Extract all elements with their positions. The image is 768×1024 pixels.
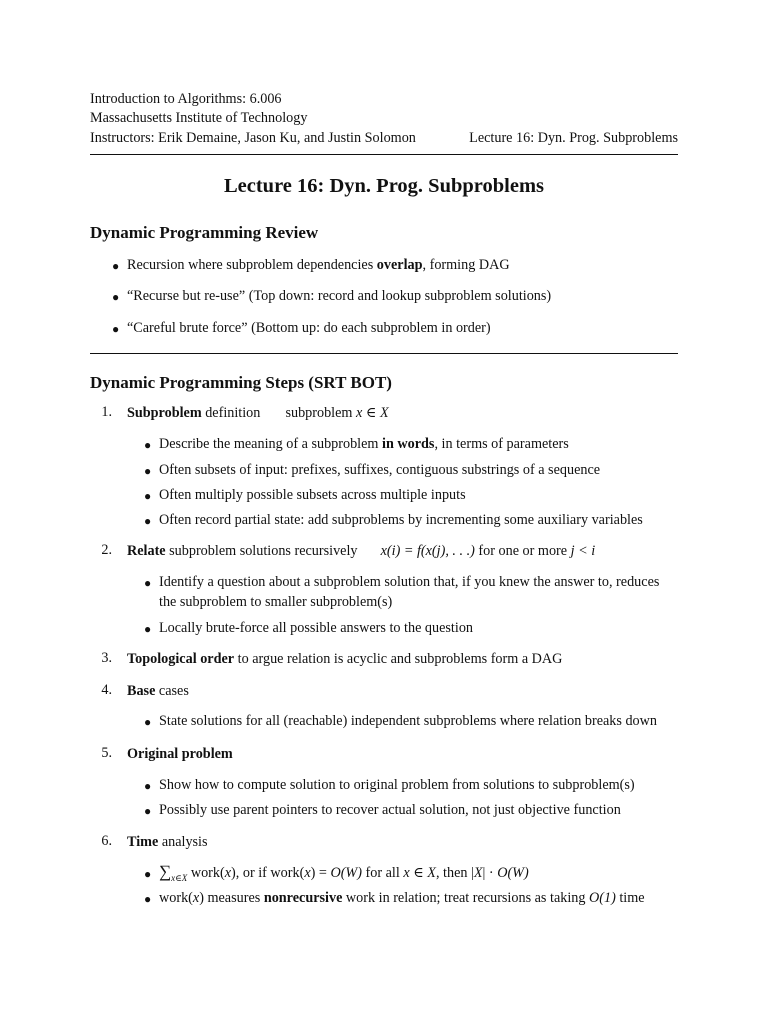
bold-text: Base [127, 683, 156, 699]
bullet-icon: ● [144, 892, 152, 906]
math: O(W) [497, 865, 529, 881]
step-5-original-problem [127, 745, 233, 764]
math: O(1) [589, 890, 616, 906]
math: X [379, 405, 389, 421]
text: Recursion where subproblem dependencies [127, 257, 377, 273]
step-6-bullet-2 [159, 889, 645, 908]
text: ) = [310, 865, 331, 881]
step-number: 3. [101, 650, 112, 666]
text: , forming DAG [422, 257, 510, 273]
math: ∑ [159, 862, 172, 881]
step-6-bullet-1 [159, 862, 529, 884]
bullet-icon: ● [144, 622, 152, 636]
header-rule [90, 154, 678, 155]
text: subproblem [285, 405, 357, 421]
text: ), or if work( [231, 865, 305, 881]
step-number: 1. [101, 404, 112, 420]
text: for all [361, 865, 404, 881]
step-number: 2. [101, 542, 112, 558]
step-5-bullet-1: Show how to compute solution to original problem from solutions to subproblem(s) [159, 777, 635, 793]
step-4-bullet-1: State solutions for all (reachable) independent subproblems where relation breaks down [159, 713, 657, 729]
step-5-bullet-2: Possibly use parent pointers to recover actual solution, not just objective function [159, 802, 621, 818]
math: ∈ [362, 405, 380, 421]
step-1-bullet-3: Often multiply possible subsets across multiple inputs [159, 487, 466, 503]
step-1-bullet-1 [159, 435, 569, 454]
review-bullet-2: “Recurse but re-use” (Top down: record and lookup subproblem solutions) [127, 288, 552, 304]
bold-text: overlap [376, 257, 423, 273]
bold-text: Original problem [127, 746, 233, 762]
step-1-bullet-4: Often record partial state: add subproblems by incrementing some auxiliary variables [159, 512, 643, 528]
section-heading-review: Dynamic Programming Review [90, 223, 319, 242]
bold-text: in words [382, 436, 435, 452]
bullet-icon: ● [112, 322, 120, 336]
math: x [224, 865, 232, 881]
text: to argue relation is acyclic and subproblems form a DAG [234, 651, 563, 667]
step-1-subproblem [127, 404, 389, 423]
math: x [356, 405, 363, 421]
math: x [304, 865, 311, 881]
instructors-line [90, 129, 678, 148]
bullet-icon: ● [144, 489, 152, 503]
step-2-relate [127, 542, 595, 561]
math: x∈X [171, 873, 188, 883]
math: j < i [570, 543, 596, 559]
text: , in terms of parameters [434, 436, 569, 452]
text: time [615, 890, 645, 906]
bullet-icon: ● [144, 438, 152, 452]
bullet-icon: ● [144, 514, 152, 528]
page-title: Lecture 16: Dyn. Prog. Subproblems [223, 175, 545, 197]
step-6-time [127, 833, 208, 852]
bold-text: Topological order [127, 651, 235, 667]
text: work( [187, 865, 225, 881]
bullet-icon: ● [144, 804, 152, 818]
text: work in relation; treat recursions as taking [342, 890, 590, 906]
step-number: 5. [101, 745, 112, 761]
text: ∈ [409, 865, 428, 881]
bullet-icon: ● [144, 576, 152, 590]
instructors: Instructors: Erik Demaine, Jason Ku, and Justin Solomon [90, 130, 416, 146]
bold-text: Relate [127, 543, 166, 559]
text: for one or more [474, 543, 571, 559]
text: subproblem solutions recursively [165, 543, 358, 559]
bullet-icon: ● [112, 259, 120, 273]
text: , then | [435, 865, 474, 881]
bold-text: Time [127, 834, 159, 850]
text: work( [159, 890, 193, 906]
section-rule [90, 353, 678, 354]
step-2-bullet-2: Locally brute-force all possible answers to the question [159, 620, 474, 636]
math: x [403, 865, 410, 881]
bullet-icon: ● [112, 290, 120, 304]
math: X [473, 865, 483, 881]
step-2-bullet-1-line-2: the subproblem to smaller subproblem(s) [159, 594, 393, 610]
section-heading-steps: Dynamic Programming Steps (SRT BOT) [90, 373, 392, 392]
step-4-base [127, 682, 189, 701]
lecture-reference: Lecture 16: Dyn. Prog. Subproblems [469, 130, 678, 146]
bullet-icon: ● [144, 464, 152, 478]
text: analysis [158, 834, 208, 850]
math: X [427, 865, 436, 881]
bullet-icon: ● [144, 867, 152, 881]
bold-text: nonrecursive [263, 890, 343, 906]
text: | · [482, 865, 498, 881]
text: cases [155, 683, 189, 699]
step-2-bullet-1-line-1: Identify a question about a subproblem solution that, if you knew the answer to, reduces [159, 574, 660, 590]
step-1-bullet-2: Often subsets of input: prefixes, suffixes, contiguous substrings of a sequence [159, 462, 601, 478]
text: definition [201, 405, 261, 421]
review-bullet-3: “Careful brute force” (Bottom up: do each subproblem in order) [127, 320, 491, 336]
text: Describe the meaning of a subproblem [159, 436, 382, 452]
institution: Massachusetts Institute of Technology [90, 110, 308, 126]
step-number: 6. [101, 833, 112, 849]
bold-text: Subproblem [127, 405, 202, 421]
step-number: 4. [101, 682, 112, 698]
review-bullet-1 [127, 256, 510, 275]
math: O(W) [330, 865, 362, 881]
bullet-icon: ● [144, 779, 152, 793]
math: x(i) = f(x(j), . . .) [380, 543, 475, 559]
step-3-topological-order [127, 650, 562, 669]
bullet-icon: ● [144, 715, 152, 729]
math: x [192, 890, 200, 906]
course-title: Introduction to Algorithms: 6.006 [90, 91, 282, 107]
text: ) measures [199, 890, 264, 906]
